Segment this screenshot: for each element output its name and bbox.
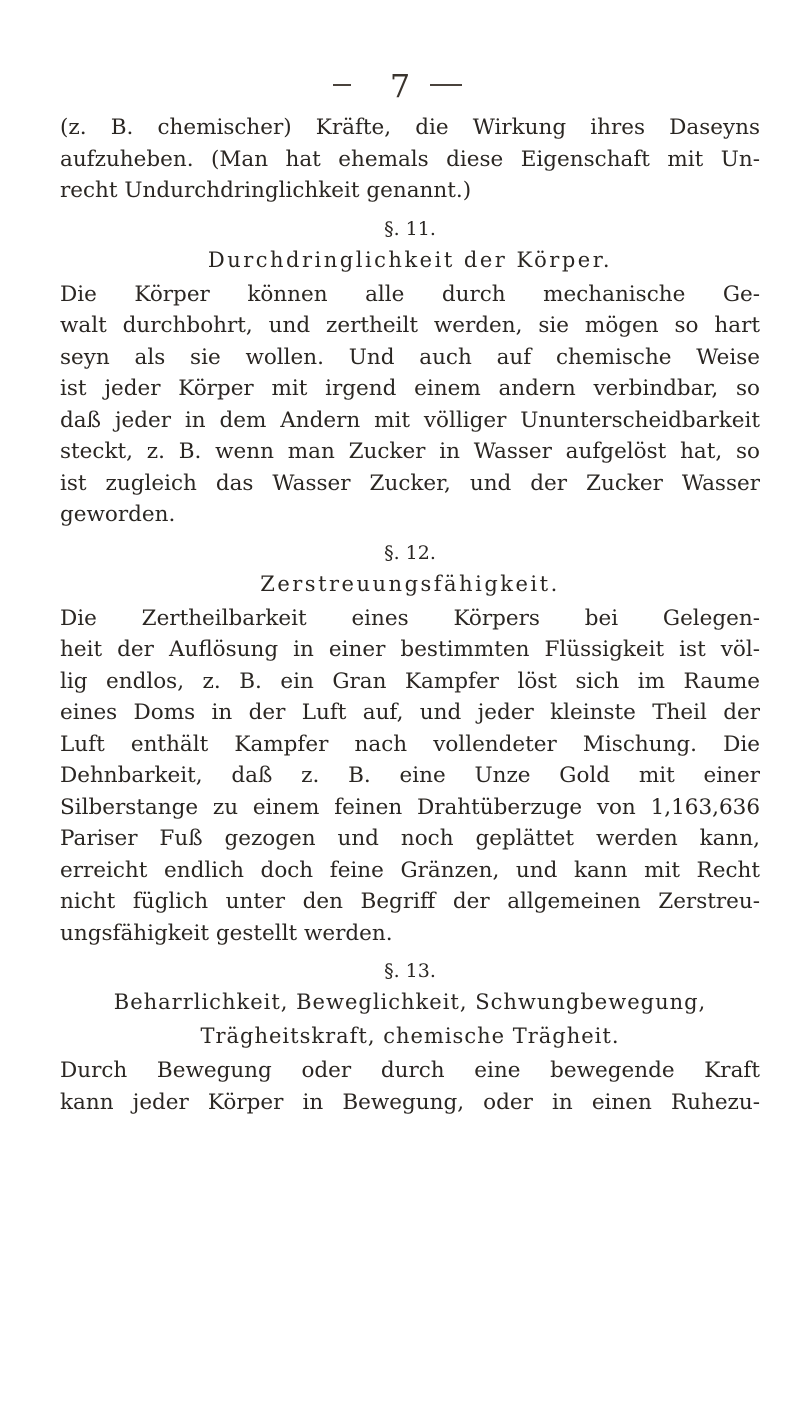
section-13 <box>60 957 760 1118</box>
text-line: nicht füglich unter den Begriff der allgemeinen Zerstreu- <box>60 889 760 914</box>
text-line: Die Körper können alle durch mechanische Ge- <box>60 281 760 307</box>
text-line: daß jeder in dem Andern mit völliger Ununterscheidbarkeit <box>60 407 760 433</box>
text-line: seyn als sie wollen. Und auch auf chemische Weise <box>60 344 760 370</box>
section-title: Beharrlichkeit, Beweglichkeit, Schwungbewegung, <box>113 990 707 1014</box>
section-title: Zerstreuungsfähigkeit. <box>260 571 560 596</box>
text-line: steckt, z. B. wenn man Zucker in Wasser aufgelöst hat, so <box>60 439 760 464</box>
text-line: ist jeder Körper mit irgend einem andern verbindbar, so <box>60 376 760 401</box>
text-line: Durch Bewegung oder durch eine bewegende Kraft <box>60 1058 760 1083</box>
text-line: aufzuheben. (Man hat ehemals diese Eigenschaft mit Un- <box>60 146 760 172</box>
text-line: kann jeder Körper in Bewegung, oder in einen Ruhezu- <box>60 1089 760 1115</box>
text-line: recht Undurchdringlichkeit genannt.) <box>60 178 472 203</box>
section-11 <box>60 215 760 531</box>
text-line: ist zugleich das Wasser Zucker, und der Zucker Wasser <box>60 470 760 496</box>
text-line: geworden. <box>60 502 176 527</box>
intro-paragraph <box>60 112 760 207</box>
text-line: walt durchbohrt, und zertheilt werden, sie mögen so hart <box>60 313 760 338</box>
header-rule-right <box>430 84 462 86</box>
text-line: Pariser Fuß gezogen und noch geplättet werden kann, <box>60 826 760 851</box>
text-block <box>60 112 760 1118</box>
section-number: §. 13. <box>384 960 436 982</box>
text-line: ungsfähigkeit gestellt werden. <box>60 920 393 946</box>
section-number: §. 12. <box>384 541 436 564</box>
text-line: Silberstange zu einem feinen Drahtüberzuge von 1,163,636 <box>60 794 760 820</box>
section-title: Durchdringlichkeit der Körper. <box>207 247 613 272</box>
section-12 <box>60 539 760 950</box>
text-line: lig endlos, z. B. ein Gran Kampfer löst sich im Raume <box>60 668 760 694</box>
text-line: (z. B. chemischer) Kräfte, die Wirkung ihres Daseyns <box>60 115 760 140</box>
text-line: heit der Auflösung in einer bestimmten Flüssigkeit ist völ- <box>60 637 760 662</box>
text-line: eines Doms in der Luft auf, und jeder kleinste Theil der <box>60 700 760 725</box>
page-number: 7 <box>389 67 411 105</box>
text-line: erreicht endlich doch feine Gränzen, und kann mit Recht <box>60 857 760 883</box>
text-line: Luft enthält Kampfer nach vollendeter Mischung. Die <box>60 731 760 757</box>
text-line: Dehnbarkeit, daß z. B. eine Unze Gold mit einer <box>60 763 760 788</box>
section-number: §. 11. <box>384 217 436 240</box>
text-line: Die Zertheilbarkeit eines Körpers bei Gelegen- <box>60 605 760 631</box>
section-title: Trägheitskraft, chemische Trägheit. <box>200 1024 620 1048</box>
